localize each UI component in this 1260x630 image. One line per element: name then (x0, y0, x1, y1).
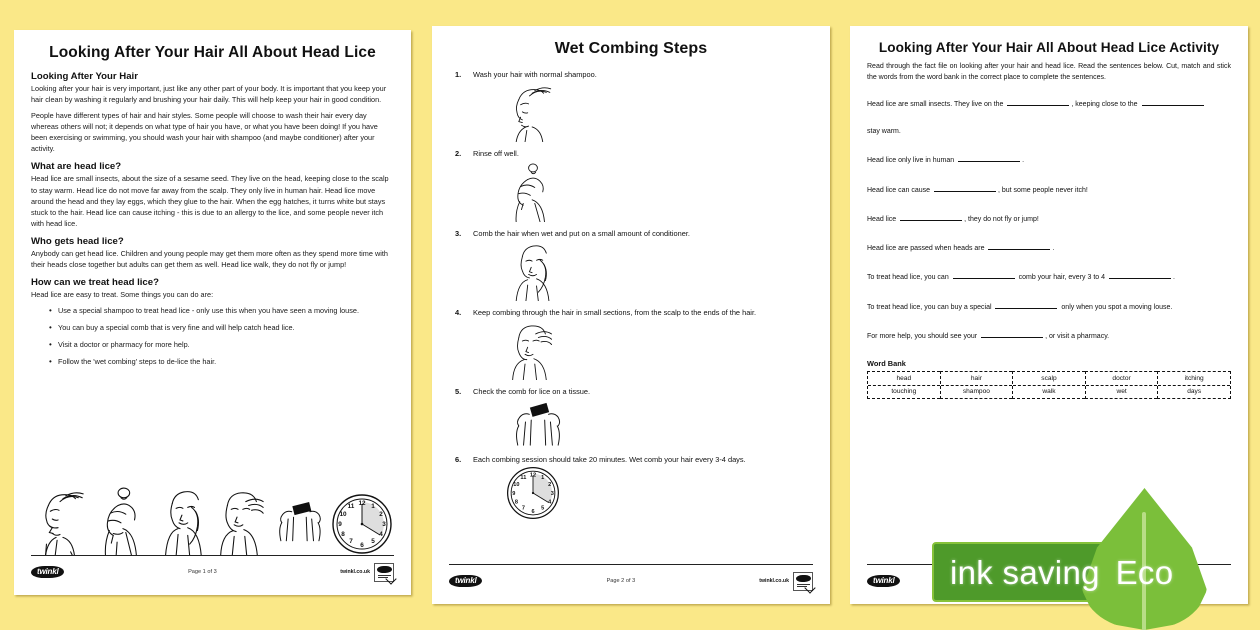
word-bank-column (1085, 371, 1158, 399)
site-url: twinkl.co.uk (759, 578, 789, 584)
twinkl-logo: twinkl (31, 566, 64, 579)
eco-label: Eco (1115, 554, 1174, 591)
fill-in-sentence (867, 98, 1231, 110)
answer-blank[interactable] (995, 301, 1057, 309)
list-item (449, 387, 813, 452)
site-url: twinkl.co.uk (340, 569, 370, 575)
sentence-text: , they do not fly or jump! (964, 215, 1039, 223)
step-illustration (505, 129, 561, 146)
word-bank-word[interactable]: scalp (1013, 372, 1085, 386)
wet-combing-steps-list (449, 70, 813, 526)
svg-text:10: 10 (513, 482, 520, 489)
sentence-text: . (1022, 157, 1025, 165)
page-title: Wet Combing Steps (554, 40, 708, 57)
ink-saving-label: ink saving (950, 554, 1100, 591)
activity-instructions: Read through the fact file on looking after your hair and head lice. Read the sentences below. Cut, match and stick the words from the word bank in the correct place to complete the sentences. (867, 63, 1231, 81)
sentence-text: To treat head lice, you can (867, 274, 951, 282)
section-heading: Looking After Your Hair (31, 71, 138, 82)
sentence-text: comb your hair, every 3 to 4 (1016, 274, 1107, 282)
word-bank-column (940, 371, 1013, 399)
word-bank-word[interactable]: days (1187, 388, 1202, 396)
svg-text:6: 6 (531, 509, 535, 516)
word-bank-column (867, 371, 940, 399)
step-number: 5. (455, 387, 462, 397)
section-heading: How can we treat head lice? (31, 277, 159, 289)
step-text: Keep combing through the hair in small sections, from the scalp to the ends of the hair. (473, 308, 757, 318)
fill-in-sentence (867, 127, 1231, 137)
step-illustration (505, 435, 569, 452)
list-item (449, 308, 813, 385)
clock-20-minutes-icon (330, 492, 394, 556)
twinkl-badge-icon (374, 563, 394, 582)
sentence-text: . (1052, 245, 1055, 253)
list-item (449, 229, 813, 306)
step-text: Rinse off well. (473, 149, 519, 159)
fill-in-sentence (867, 242, 1231, 254)
sentence-text: To treat head lice, you can buy a special (867, 303, 994, 311)
treatment-bullet-list (31, 306, 394, 368)
step-illustration (505, 367, 561, 384)
sentence-text: Head lice only live in human (867, 157, 957, 165)
worksheet-page-1[interactable] (14, 30, 411, 595)
svg-text:4: 4 (379, 531, 383, 538)
sentence-text: Head lice can cause (867, 186, 932, 194)
svg-text:8: 8 (514, 499, 518, 506)
clock-20-minutes-icon (505, 465, 561, 521)
step-number: 1. (455, 70, 462, 79)
svg-text:11: 11 (347, 503, 355, 510)
twinkl-logo: twinkl (867, 575, 900, 588)
word-bank-word[interactable]: hair (941, 372, 1013, 386)
list-item (449, 149, 813, 226)
answer-blank[interactable] (981, 330, 1043, 338)
washing-hair-figure-icon (31, 482, 89, 556)
list-item: • Use a special shampoo to treat head lice - only use this when you have seen a moving louse. (49, 306, 394, 317)
page-2-content (432, 26, 830, 604)
fill-in-sentence (867, 301, 1231, 313)
svg-text:1: 1 (371, 503, 375, 510)
step-text: Comb the hair when wet and put on a small amount of conditioner. (473, 228, 690, 238)
list-item (449, 70, 813, 147)
section-heading: What are head lice? (31, 161, 122, 173)
answer-blank[interactable] (1109, 271, 1171, 279)
section-paragraph: Anybody can get head lice. Children and young people may get them more often as they spend more time with their heads close together but adults can get them as well. Head lice walk, they do not fly or jump! (31, 248, 388, 269)
word-bank-table (867, 371, 1231, 399)
twinkl-logo: twinkl (449, 575, 482, 588)
sentence-text: Head lice are small insects. They live on the (867, 100, 1006, 108)
svg-text:2: 2 (548, 482, 552, 489)
combing-conditioner-figure-icon (505, 239, 561, 301)
answer-blank[interactable] (900, 213, 962, 221)
svg-text:3: 3 (550, 490, 554, 497)
ink-saving-eco-badge (932, 470, 1260, 630)
answer-blank[interactable] (1007, 98, 1069, 106)
worksheet-page-2[interactable] (432, 26, 830, 604)
step-text: Check the comb for lice on a tissue. (473, 387, 591, 397)
page-footer (31, 555, 394, 583)
step-number: 2. (455, 149, 462, 159)
svg-text:5: 5 (371, 538, 375, 545)
word-bank-word[interactable]: touching (891, 388, 917, 396)
comb-tissue-check-figure-icon (505, 398, 569, 448)
word-bank-word[interactable]: shampoo (962, 388, 990, 396)
word-bank-label: Word Bank (867, 359, 906, 369)
page-title: Looking After Your Hair All About Head Lice Activity (878, 40, 1220, 55)
step-illustration (505, 472, 561, 525)
page-title: Looking After Your Hair All About Head Lice (49, 44, 376, 61)
sentence-text: , keeping close to the (1071, 100, 1140, 108)
footer-right-group (340, 563, 394, 582)
answer-blank[interactable] (958, 154, 1020, 162)
answer-blank[interactable] (953, 271, 1015, 279)
svg-text:3: 3 (382, 521, 386, 528)
section-paragraph: Head lice are small insects, about the size of a sesame seed. They live on the head, keeping close to the scalp to stay warm. Head lice do not move far away from the scalp. They only live in human hair. Head lice move around the head and they lay eggs, which they glue to the hair. When the egg hatches, it turns white but stays stuck to the hair. Head lice can cause itching - this is due to an allergy to the lice, and some people never itch with head lice. (31, 174, 389, 228)
combing-sections-figure-icon (505, 318, 561, 380)
fill-in-sentence (867, 330, 1231, 342)
svg-text:2: 2 (379, 511, 383, 518)
svg-text:7: 7 (521, 505, 525, 512)
page-number: Page 1 of 3 (188, 569, 217, 575)
fill-in-sentence (867, 271, 1231, 283)
fill-in-sentence (867, 154, 1231, 166)
svg-text:5: 5 (541, 505, 545, 512)
rinsing-hair-figure-icon (505, 160, 561, 222)
step-number: 3. (455, 228, 462, 238)
svg-text:9: 9 (512, 490, 516, 497)
word-bank-word[interactable]: wet (1116, 388, 1127, 396)
svg-text:7: 7 (349, 538, 353, 545)
section-heading: Who gets head lice? (31, 235, 124, 247)
washing-hair-figure-icon (505, 80, 561, 142)
sentence-text: For more help, you should see your (867, 333, 980, 341)
twinkl-badge-icon (793, 572, 813, 591)
svg-text:11: 11 (520, 475, 527, 482)
word-bank-word[interactable]: walk (1042, 388, 1056, 396)
svg-text:8: 8 (341, 531, 345, 538)
comb-tissue-check-figure-icon (270, 482, 328, 556)
list-item (449, 455, 813, 526)
list-item: • Follow the 'wet combing' steps to de-lice the hair. (49, 357, 394, 368)
svg-text:6: 6 (360, 542, 364, 549)
combing-sections-figure-icon (210, 482, 268, 556)
sentence-text: . (1172, 274, 1175, 282)
sentence-text: , or visit a pharmacy. (1045, 333, 1110, 341)
svg-text:9: 9 (338, 521, 342, 528)
word-bank-column (1157, 371, 1231, 399)
svg-text:10: 10 (339, 511, 347, 518)
step-text: Each combing session should take 20 minutes. Wet comb your hair every 3-4 days. (473, 454, 746, 464)
section-paragraph: Looking after your hair is very important, just like any other part of your body. It is important that you keep your hair clean by washing it regularly and brushing your hair daily. This will help keep your hair in good condition. (31, 84, 387, 105)
sentence-text: , but some people never itch! (997, 186, 1088, 194)
step-illustration (505, 209, 561, 226)
sentence-text: Head lice are passed when heads are (867, 245, 987, 253)
sentence-text: only when you spot a moving louse. (1059, 303, 1173, 311)
svg-text:12: 12 (529, 472, 537, 479)
footer-right-group (759, 572, 813, 591)
word-bank-word[interactable]: head (868, 372, 940, 386)
section-paragraph: Head lice are easy to treat. Some things you can do are: (31, 290, 214, 300)
word-bank-word[interactable]: doctor (1086, 372, 1158, 386)
list-item: • You can buy a special comb that is very fine and will help catch head lice. (49, 323, 394, 334)
rinsing-hair-figure-icon (91, 482, 149, 556)
answer-blank[interactable] (988, 242, 1050, 250)
word-bank-word[interactable]: itching (1158, 372, 1230, 386)
svg-text:12: 12 (358, 500, 366, 507)
sentence-text: stay warm. (867, 127, 901, 135)
combing-conditioner-figure-icon (151, 482, 209, 556)
list-item: • Visit a doctor or pharmacy for more help. (49, 340, 394, 351)
answer-blank[interactable] (934, 184, 996, 192)
sentence-text: Head lice (867, 215, 899, 223)
fill-in-sentence (867, 184, 1231, 196)
step-number: 6. (455, 454, 462, 464)
step-number: 4. (455, 308, 462, 318)
section-paragraph: People have different types of hair and hair styles. Some people will choose to wash their hair every day whereas others will not; it depends on what type of hair you have, or what you have been doing! If you have been exercising or swimming, you should wash your hair with shampoo (and maybe conditioner) after your activity. (31, 111, 378, 154)
step-illustration (505, 288, 561, 305)
illustration-strip (31, 478, 394, 556)
answer-blank[interactable] (1142, 98, 1204, 106)
word-bank-column (1012, 371, 1085, 399)
step-text: Wash your hair with normal shampoo. (473, 70, 597, 79)
svg-text:4: 4 (548, 499, 552, 506)
page-number: Page 2 of 3 (606, 578, 636, 584)
svg-text:1: 1 (541, 475, 545, 482)
fill-in-sentence (867, 213, 1231, 225)
page-footer (449, 564, 813, 592)
